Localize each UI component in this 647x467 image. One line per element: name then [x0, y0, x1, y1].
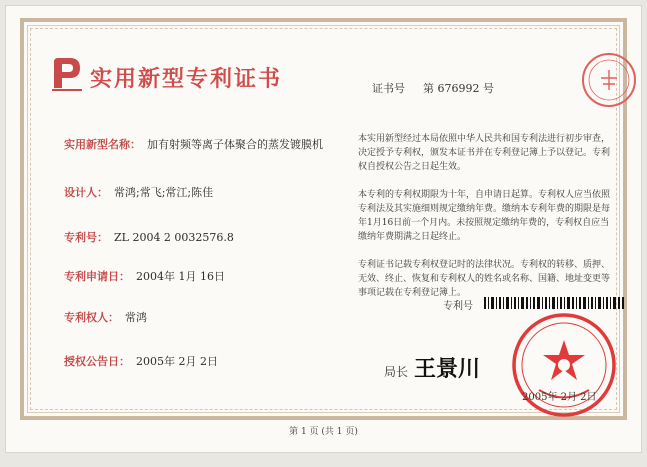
patent-number: 专利号： ZL 2004 2 0032576.8 [64, 231, 234, 244]
certificate-title: 实用新型专利证书 [90, 66, 283, 92]
state-ipo-seal-icon [509, 310, 619, 420]
director-signature: 局长 王景川 [384, 356, 481, 382]
application-date: 专利申请日： 2004年 1月 16日 [64, 270, 225, 283]
designers: 设计人： 常鸿;常飞;常江;陈佳 [64, 186, 214, 199]
agency-seal-icon [579, 50, 639, 110]
patent-no-label: 专利号 [443, 301, 473, 312]
certificate-sheet [6, 6, 641, 452]
certificate-number: 证书号 第 676992 号 [372, 82, 494, 95]
patent-office-logo-icon [50, 56, 84, 92]
seal-date: 2005年 2月 2日 [522, 392, 597, 403]
paragraph-1: 本实用新型经过本局依照中华人民共和国专利法进行初步审查，决定授予专利权，颁发本证书并在专利登记簿上予以登记。专利权自授权公告之日起生效。 [358, 134, 611, 172]
page-footer: 第 1 页 (共 1 页) [289, 427, 358, 437]
paragraph-2: 本专利的专利权期限为十年，自申请日起算。专利权人应当依照专利法及其实施细则规定缴纳年费。缴纳本专利年费的期限是每年1月16日前一个月内。未按照规定缴纳年费的，专利权自应当缴纳年费期满之日起终止。 [358, 190, 611, 242]
utility-model-name: 实用新型名称： 加有射频等离子体聚合的蒸发镀膜机 [64, 138, 323, 151]
barcode [484, 297, 624, 309]
patentee: 专利权人： 常鸿 [64, 311, 147, 324]
paragraph-3: 专利证书记载专利权登记时的法律状况。专利权的转移、质押、无效、终止、恢复和专利权人的姓名或名称、国籍、地址变更等事项记载在专利登记簿上。 [358, 260, 611, 298]
grant-date: 授权公告日： 2005年 2月 2日 [64, 355, 218, 368]
